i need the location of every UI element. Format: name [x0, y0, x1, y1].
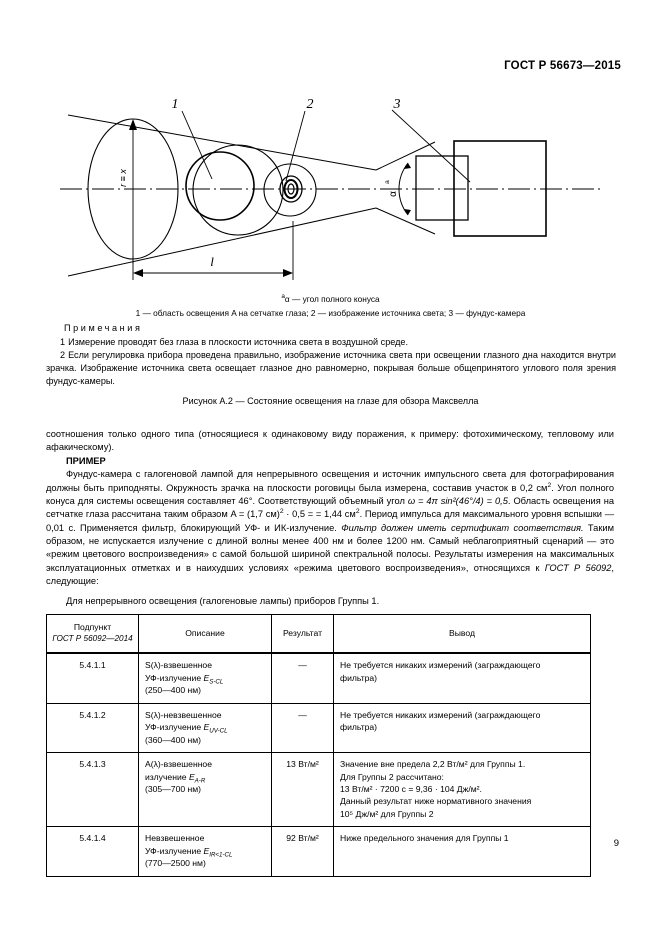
figure-legend	[40, 308, 621, 319]
angle-arrow-bottom	[404, 209, 411, 215]
cell-conclusion	[334, 753, 591, 827]
note-item	[46, 349, 616, 388]
desc-symbol: E	[203, 672, 210, 683]
example-text-4: · 0,5 = = 1,44 см	[283, 509, 356, 520]
angle-arrow-top	[404, 163, 411, 169]
body-text	[46, 428, 614, 608]
length-dimension	[133, 221, 293, 280]
angle-alpha-superscript: a	[384, 180, 391, 184]
cone-ray-upper	[68, 115, 376, 170]
note-text: Если регулировка прибора проведена правильно, изображение источника света при освещении глазного дна находится внутри зрачка. Изображение источника света освещает глазное дно равномерно, покрывая больше общепринятого углового поля зрения фундус-камеры.	[46, 349, 616, 386]
cell-subclause: 5.4.1.4	[47, 827, 139, 876]
results-table	[46, 614, 591, 877]
desc-line-3: (305—700 нм)	[145, 783, 202, 794]
desc-line-2	[145, 672, 265, 684]
note-text: Измерение проводят без глаза в плоскости источника света в воздушной среде.	[68, 336, 408, 347]
th-subclause-line2: ГОСТ Р 56092—2014	[52, 634, 133, 644]
concl-line: фильтра)	[340, 672, 378, 683]
cell-result: —	[272, 653, 334, 703]
cell-conclusion	[334, 827, 591, 876]
example-text-5: . Период импульса для максимального уровня вспышки — 0,01 с. Применяется фильтр, блокирующий УФ- и ИК-излучение.	[46, 509, 614, 533]
cell-description	[139, 653, 272, 703]
desc-line-2-text: излучение	[145, 771, 189, 782]
footnote-marker: a	[281, 293, 285, 300]
cell-subclause: 5.4.1.2	[47, 703, 139, 752]
angle-alpha-label: α	[388, 191, 399, 197]
length-label: l	[210, 254, 214, 269]
footnote-text: α — угол полного конуса	[284, 293, 380, 304]
callout-2-label: 2	[306, 97, 314, 112]
concl-line: 10⁵ Дж/м² для Группы 2	[340, 808, 434, 819]
page-header	[40, 60, 621, 72]
sq-unit-2: 2	[279, 508, 284, 516]
example-paragraph	[46, 468, 614, 588]
figure-drawing	[40, 86, 621, 291]
table-row	[47, 753, 591, 827]
figure-caption-text: Рисунок А.2 — Состояние освещения на глазе для обзора Максвелла	[182, 396, 479, 406]
desc-line-3: (770—2500 нм)	[145, 858, 206, 869]
th-subclause	[47, 615, 139, 654]
cell-result: —	[272, 703, 334, 752]
table-header-row	[47, 615, 591, 654]
cell-description	[139, 827, 272, 876]
desc-line-1: S(λ)-невзвешенное	[145, 709, 222, 720]
desc-subscript: S-CL	[209, 678, 224, 686]
eyeball-circle	[193, 145, 283, 235]
camera-barrel	[416, 156, 468, 220]
cell-conclusion	[334, 703, 591, 752]
sq-unit-3: 2	[355, 508, 360, 516]
figure-a2	[40, 86, 621, 319]
retina-circle	[186, 152, 254, 220]
concl-line: Ниже предельного значения для Группы 1	[340, 833, 509, 844]
maxwellian-view-diagram	[40, 86, 621, 291]
th-conclusion: Вывод	[334, 615, 591, 654]
results-table-wrap	[46, 614, 590, 877]
concl-line: Для Группы 2 рассчитано:	[340, 771, 444, 782]
table-row	[47, 827, 591, 876]
desc-subscript: IR<1-CL	[209, 851, 233, 859]
group-line: Для непрерывного освещения (галогеновые лампы) приборов Группы 1.	[66, 595, 380, 606]
table-row	[47, 653, 591, 703]
figure-legend-text: 1 — область освещения A на сетчатке глаза; 2 — изображение источника света; 3 — фундус-камера	[135, 307, 526, 318]
desc-line-2	[145, 845, 265, 857]
notes-title: Примечания	[64, 323, 143, 333]
concl-line: фильтра)	[340, 722, 378, 733]
example-italic-sentence: Фильтр должен иметь сертификат соответствия.	[341, 522, 584, 533]
example-heading: ПРИМЕР	[66, 455, 106, 466]
concl-line: Не требуется никаких измерений (заграждающего	[340, 660, 541, 671]
note-number: 1	[60, 336, 66, 347]
example-standard-ref: ГОСТ Р 56092	[544, 562, 612, 573]
desc-line-3: (250—400 нм)	[145, 685, 202, 696]
desc-line-1: S(λ)-взвешенное	[145, 660, 212, 671]
figure-footnote	[40, 293, 621, 305]
th-description: Описание	[139, 615, 272, 654]
note-item	[46, 336, 616, 349]
desc-subscript: UV-CL	[209, 727, 228, 735]
notes-block	[46, 322, 616, 388]
figure-caption	[40, 396, 621, 406]
th-result: Результат	[272, 615, 334, 654]
example-text-1: Фундус-камера с галогеновой лампой для непрерывного освещения и источник импульсного света для фотографирования должны быть приподняты. Окружность зрачка на плоскости роговицы была измерена, составив участок в 0,2 см	[46, 469, 614, 493]
radius-label: r ≡ x	[118, 169, 128, 187]
desc-line-1: A(λ)-взвешенное	[145, 759, 212, 770]
desc-line-2	[145, 721, 265, 733]
radius-dimension	[129, 119, 137, 264]
omega-formula: ω = 4π sin²(46°/4) = 0,5	[407, 495, 508, 506]
desc-line-3: (360—400 нм)	[145, 734, 202, 745]
desc-symbol: E	[203, 722, 210, 733]
cell-subclause: 5.4.1.1	[47, 653, 139, 703]
example-text-3: . Область освещения на сетчатке глаза рассчитана таким образом A = (1,7 см)	[46, 495, 614, 520]
concl-line: 13 Вт/м² · 7200 с = 9,36 · 104 Дж/м².	[340, 783, 482, 794]
concl-line: Данный результат ниже нормативного значения	[340, 796, 532, 807]
desc-line-1: Невзвешенное	[145, 833, 205, 844]
example-text-2: . Угол полного конуса для системы освещения составляет 46°. Соответствующий объемный угол	[46, 482, 614, 506]
cell-result: 13 Вт/м²	[272, 753, 334, 827]
desc-line-2	[145, 771, 265, 783]
standard-id: ГОСТ Р 56673—2015	[504, 60, 621, 72]
page-number: 9	[613, 838, 619, 849]
desc-symbol: E	[188, 771, 195, 782]
th-subclause-line1: Подпункт	[73, 622, 112, 632]
sq-unit-1: 2	[547, 481, 552, 489]
cornea-circle	[264, 164, 316, 216]
note-number: 2	[60, 349, 66, 360]
example-text-7: , следующие:	[46, 562, 614, 587]
concl-line: Не требуется никаких измерений (заграждающего	[340, 709, 541, 720]
cell-description	[139, 703, 272, 752]
desc-symbol: E	[203, 845, 210, 856]
desc-subscript: A-R	[194, 777, 206, 785]
desc-line-2-text: УФ-излучение	[145, 672, 204, 683]
paragraph-continued: соотношения только одного типа (относящиеся к одинаковому виду поражения, к примеру: фотохимическому, тепловому или афакическому).	[46, 429, 614, 453]
desc-line-2-text: УФ-излучение	[145, 845, 204, 856]
example-text-6: Таким образом, не испускается излучение с длиной волны менее 400 нм и более 1200 нм. Самый неблагоприятный сценарий — это «режим цветового воспроизведения» с самой большой шириной спектральной полосы. Результаты измерения на максимальных эксплуатационных отметках и в наихудших условиях «режима цветового воспроизведения», относящихся к	[46, 522, 614, 573]
callout-3-label: 3	[393, 97, 401, 112]
cone-ray-lower	[68, 208, 376, 276]
concl-line: Значение вне предела 2,2 Вт/м² для Группы 1.	[340, 759, 526, 770]
callout-1-label: 1	[171, 97, 179, 112]
cell-conclusion	[334, 653, 591, 703]
cell-subclause: 5.4.1.3	[47, 753, 139, 827]
desc-line-2-text: УФ-излучение	[145, 722, 204, 733]
cell-result: 92 Вт/м²	[272, 827, 334, 876]
table-row	[47, 703, 591, 752]
cell-description	[139, 753, 272, 827]
